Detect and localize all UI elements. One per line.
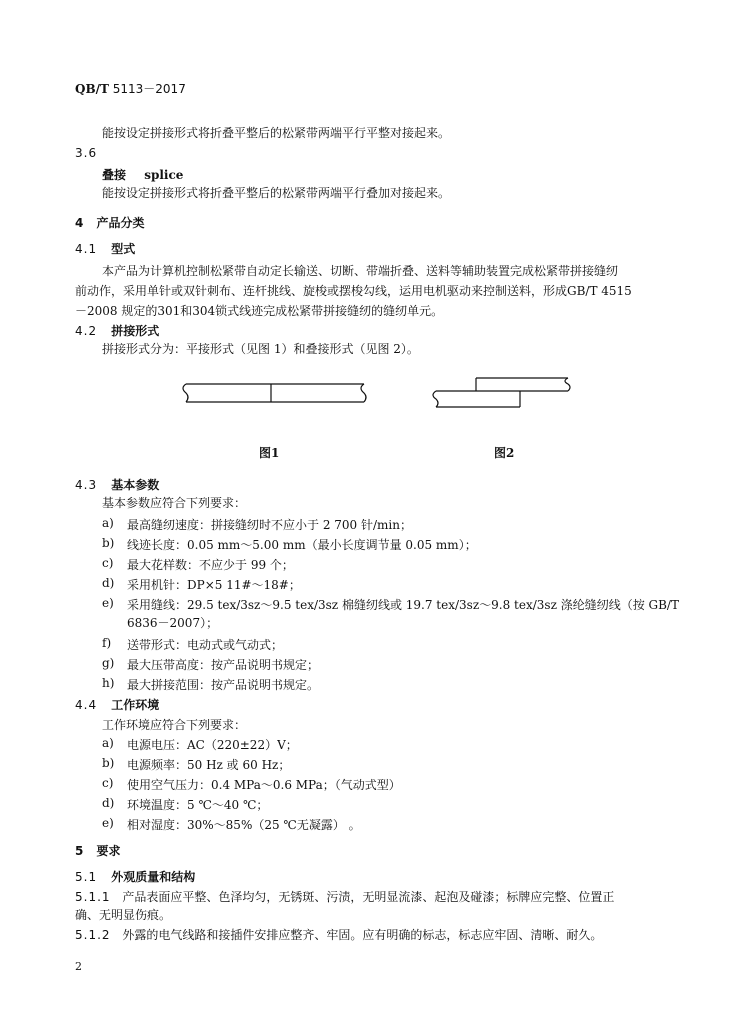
sec-5-1-2-number: 5.1.2 (75, 928, 111, 942)
sec-5-number: 5 (75, 844, 85, 858)
item-label: h) (102, 676, 115, 690)
item-label: b) (102, 756, 115, 770)
figure-2-lap-joint (428, 372, 578, 412)
item-text: 相对湿度：30%～85%（25 ℃无凝露） 。 (127, 818, 361, 832)
item-label: a) (102, 516, 114, 530)
sec-4-1-line: 本产品为计算机控制松紧带自动定长输送、切断、带端折叠、送料等辅助装置完成松紧带拼接缝纫 (102, 264, 619, 278)
sec-4-1-line: －2008 规定的301和304锁式线迹完成松紧带拼接缝纫的缝纫单元。 (75, 304, 444, 318)
term-chinese: 叠接 (102, 168, 127, 182)
item-label: c) (102, 556, 114, 570)
sec-4-2-heading (75, 322, 159, 339)
sec-4-heading (75, 214, 145, 231)
item-text: 最高缝纫速度：拼接缝纫时不应小于 2 700 针/min； (127, 518, 412, 532)
term-english: splice (144, 168, 184, 182)
item-label: f) (102, 636, 112, 650)
item-text: 最大拼接范围：按产品说明书规定。 (127, 678, 320, 692)
item-text-continuation: 6836－2007）； (127, 616, 219, 630)
item-label: a) (102, 736, 114, 750)
item-label: g) (102, 656, 115, 670)
figure-1-butt-joint (180, 380, 370, 410)
sec-4-4-intro: 工作环境应符合下列要求： (102, 718, 247, 732)
standard-prefix: QB/T (75, 82, 109, 96)
item-text: 送带形式：电动式或气动式； (127, 638, 284, 652)
sec-5-1-title: 外观质量和结构 (111, 870, 196, 884)
sec-5-1-1 (75, 888, 614, 905)
sec-3-6-number: 3.6 (75, 146, 98, 160)
sec-5-1-heading (75, 868, 195, 885)
standard-number: 5113－2017 (112, 82, 186, 96)
figure-2-label: 图2 (494, 446, 515, 460)
item-label: e) (102, 596, 114, 610)
item-text: 最大花样数：不应少于 99 个； (127, 558, 294, 572)
item-text: 线迹长度：0.05 mm～5.00 mm（最小长度调节量 0.05 mm）； (127, 538, 477, 552)
document-header (75, 80, 186, 97)
sec-4-1-title: 型式 (111, 242, 136, 256)
item-label: e) (102, 816, 114, 830)
item-label: d) (102, 576, 115, 590)
item-label: b) (102, 536, 115, 550)
sec-4-1-number: 4.1 (75, 242, 98, 256)
sec-4-number: 4 (75, 216, 85, 230)
item-text: 电源频率：50 Hz 或 60 Hz； (127, 758, 291, 772)
item-text: 采用机针：DP×5 11#～18#； (127, 578, 301, 592)
sec-3-6-body: 能按设定拼接形式将折叠平整后的松紧带两端平行叠加对接起来。 (102, 186, 451, 200)
sec-4-title: 产品分类 (96, 216, 145, 230)
figure-1-label: 图1 (259, 446, 280, 460)
item-text: 使用空气压力：0.4 MPa～0.6 MPa；（气动式型） (127, 778, 401, 792)
sec-5-1-2-text: 外露的电气线路和接插件安排应整齐、牢固。应有明确的标志，标志应牢固、清晰、耐久。 (122, 928, 603, 942)
sec-4-3-heading (75, 476, 159, 493)
sec-4-3-intro: 基本参数应符合下列要求： (102, 496, 247, 510)
sec-5-1-number: 5.1 (75, 870, 98, 884)
sec-3-5-body: 能按设定拼接形式将折叠平整后的松紧带两端平行平整对接起来。 (102, 126, 451, 140)
sec-4-1-line: 前动作，采用单针或双针刺布、连杆挑线、旋梭或摆梭勾线，运用电机驱动来控制送料，形成GB/T 4515 (75, 284, 632, 298)
item-text: 电源电压：AC（220±22）V； (127, 738, 298, 752)
item-text: 最大压带高度：按产品说明书规定； (127, 658, 320, 672)
sec-5-1-1-number: 5.1.1 (75, 890, 111, 904)
sec-4-3-number: 4.3 (75, 478, 98, 492)
sec-5-heading (75, 842, 121, 859)
sec-4-2-body: 拼接形式分为：平接形式（见图 1）和叠接形式（见图 2）。 (102, 342, 419, 356)
item-text: 环境温度：5 ℃～40 ℃； (127, 798, 269, 812)
page-number: 2 (75, 960, 82, 973)
sec-4-2-number: 4.2 (75, 324, 98, 338)
item-label: d) (102, 796, 115, 810)
sec-4-3-title: 基本参数 (111, 478, 160, 492)
sec-3-6-term (102, 166, 183, 183)
sec-4-4-number: 4.4 (75, 698, 98, 712)
item-label: c) (102, 776, 114, 790)
item-text: 采用缝线：29.5 tex/3sz～9.5 tex/3sz 棉缝纫线或 19.7 tex/3sz～9.8 tex/3sz 涤纶缝纫线（按 GB/T (127, 598, 679, 612)
sec-4-4-heading (75, 696, 159, 713)
sec-5-1-1-line: 确、无明显伤痕。 (75, 908, 172, 922)
sec-4-1-heading (75, 240, 135, 257)
sec-4-4-title: 工作环境 (111, 698, 160, 712)
sec-5-1-2 (75, 926, 602, 943)
sec-4-2-title: 拼接形式 (111, 324, 160, 338)
sec-5-title: 要求 (96, 844, 121, 858)
sec-5-1-1-line: 产品表面应平整、色泽均匀，无锈斑、污渍，无明显流漆、起泡及碰漆；标牌应完整、位置正 (122, 890, 615, 904)
